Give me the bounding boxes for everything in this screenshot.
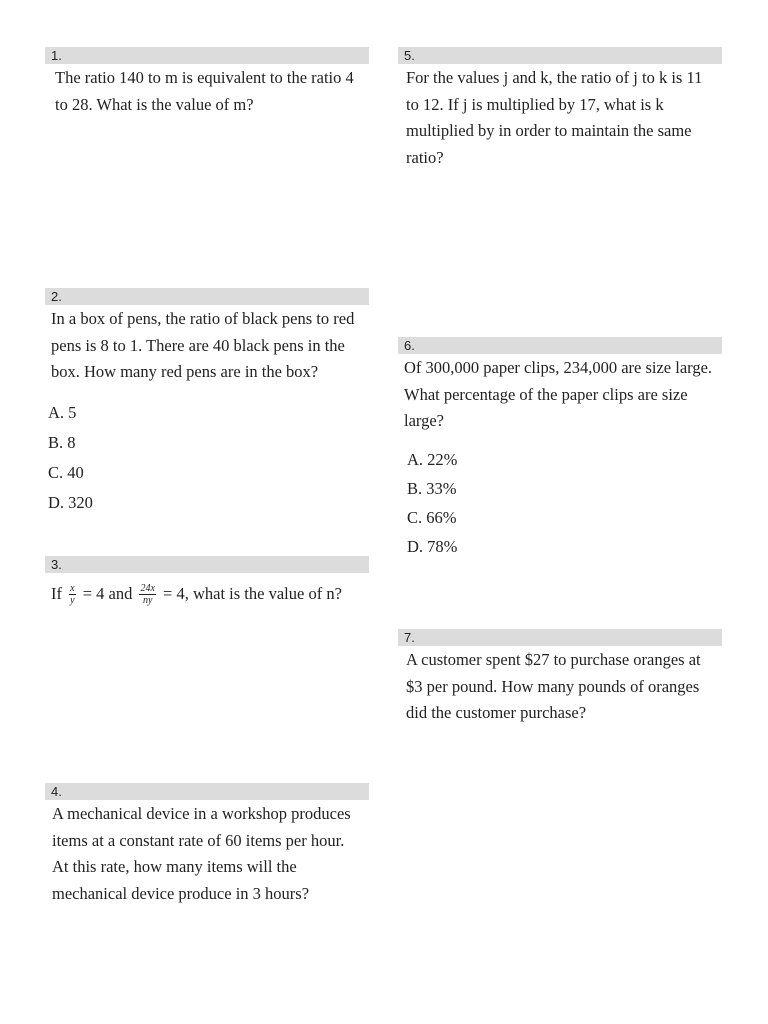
question-text: The ratio 140 to m is equivalent to the ratio 4 to 28. What is the value of m? (55, 68, 354, 114)
fraction-denominator: ny (142, 594, 153, 606)
question-2 (45, 288, 369, 518)
question-number: 5. (398, 47, 722, 64)
choice-d[interactable]: D. 78% (407, 536, 458, 556)
question-5 (398, 47, 722, 171)
text-before: If (51, 584, 62, 603)
question-7 (398, 629, 722, 727)
choice-a[interactable]: A. 5 (48, 402, 77, 422)
question-text: Of 300,000 paper clips, 234,000 are size large. What percentage of the paper clips are size large? (404, 358, 713, 430)
answer-choices (45, 398, 369, 518)
question-number: 2. (45, 288, 369, 305)
question-number: 3. (45, 556, 369, 573)
question-text: In a box of pens, the ratio of black pens to red pens is 8 to 1. There are 40 black pens in the box. How many red pens are in the box? (51, 309, 355, 381)
choice-a[interactable]: A. 22% (407, 449, 458, 469)
question-text: A mechanical device in a workshop produces items at a constant rate of 60 items per hour. At this rate, how many items will the mechanical device produce in 3 hours? (52, 804, 351, 903)
fraction-numerator: 24x (140, 582, 155, 594)
question-1 (45, 47, 369, 118)
text-after: = 4, what is the value of n? (163, 584, 342, 603)
question-text: For the values j and k, the ratio of j to k is 11 to 12. If j is multiplied by 17, what is k multiplied by in order to maintain the same ratio? (406, 68, 703, 167)
question-number: 6. (398, 337, 722, 354)
choice-b[interactable]: B. 8 (48, 432, 76, 452)
choice-c[interactable]: C. 66% (407, 507, 457, 527)
choice-b[interactable]: B. 33% (407, 478, 457, 498)
question-number: 7. (398, 629, 722, 646)
text-mid: = 4 and (82, 584, 133, 603)
fraction-denominator: y (70, 594, 75, 606)
answer-choices (398, 445, 722, 561)
question-3 (45, 556, 369, 608)
question-text: A customer spent $27 to purchase oranges at $3 per pound. How many pounds of oranges did the customer purchase? (406, 650, 701, 722)
question-number: 4. (45, 783, 369, 800)
fraction-x-over-y (69, 583, 75, 606)
question-text (45, 581, 369, 608)
choice-d[interactable]: D. 320 (48, 492, 93, 512)
choice-c[interactable]: C. 40 (48, 462, 84, 482)
question-number: 1. (45, 47, 369, 64)
fraction-24x-over-ny (139, 583, 155, 606)
question-4 (45, 783, 369, 907)
question-6 (398, 337, 722, 561)
fraction-numerator: x (70, 582, 75, 594)
